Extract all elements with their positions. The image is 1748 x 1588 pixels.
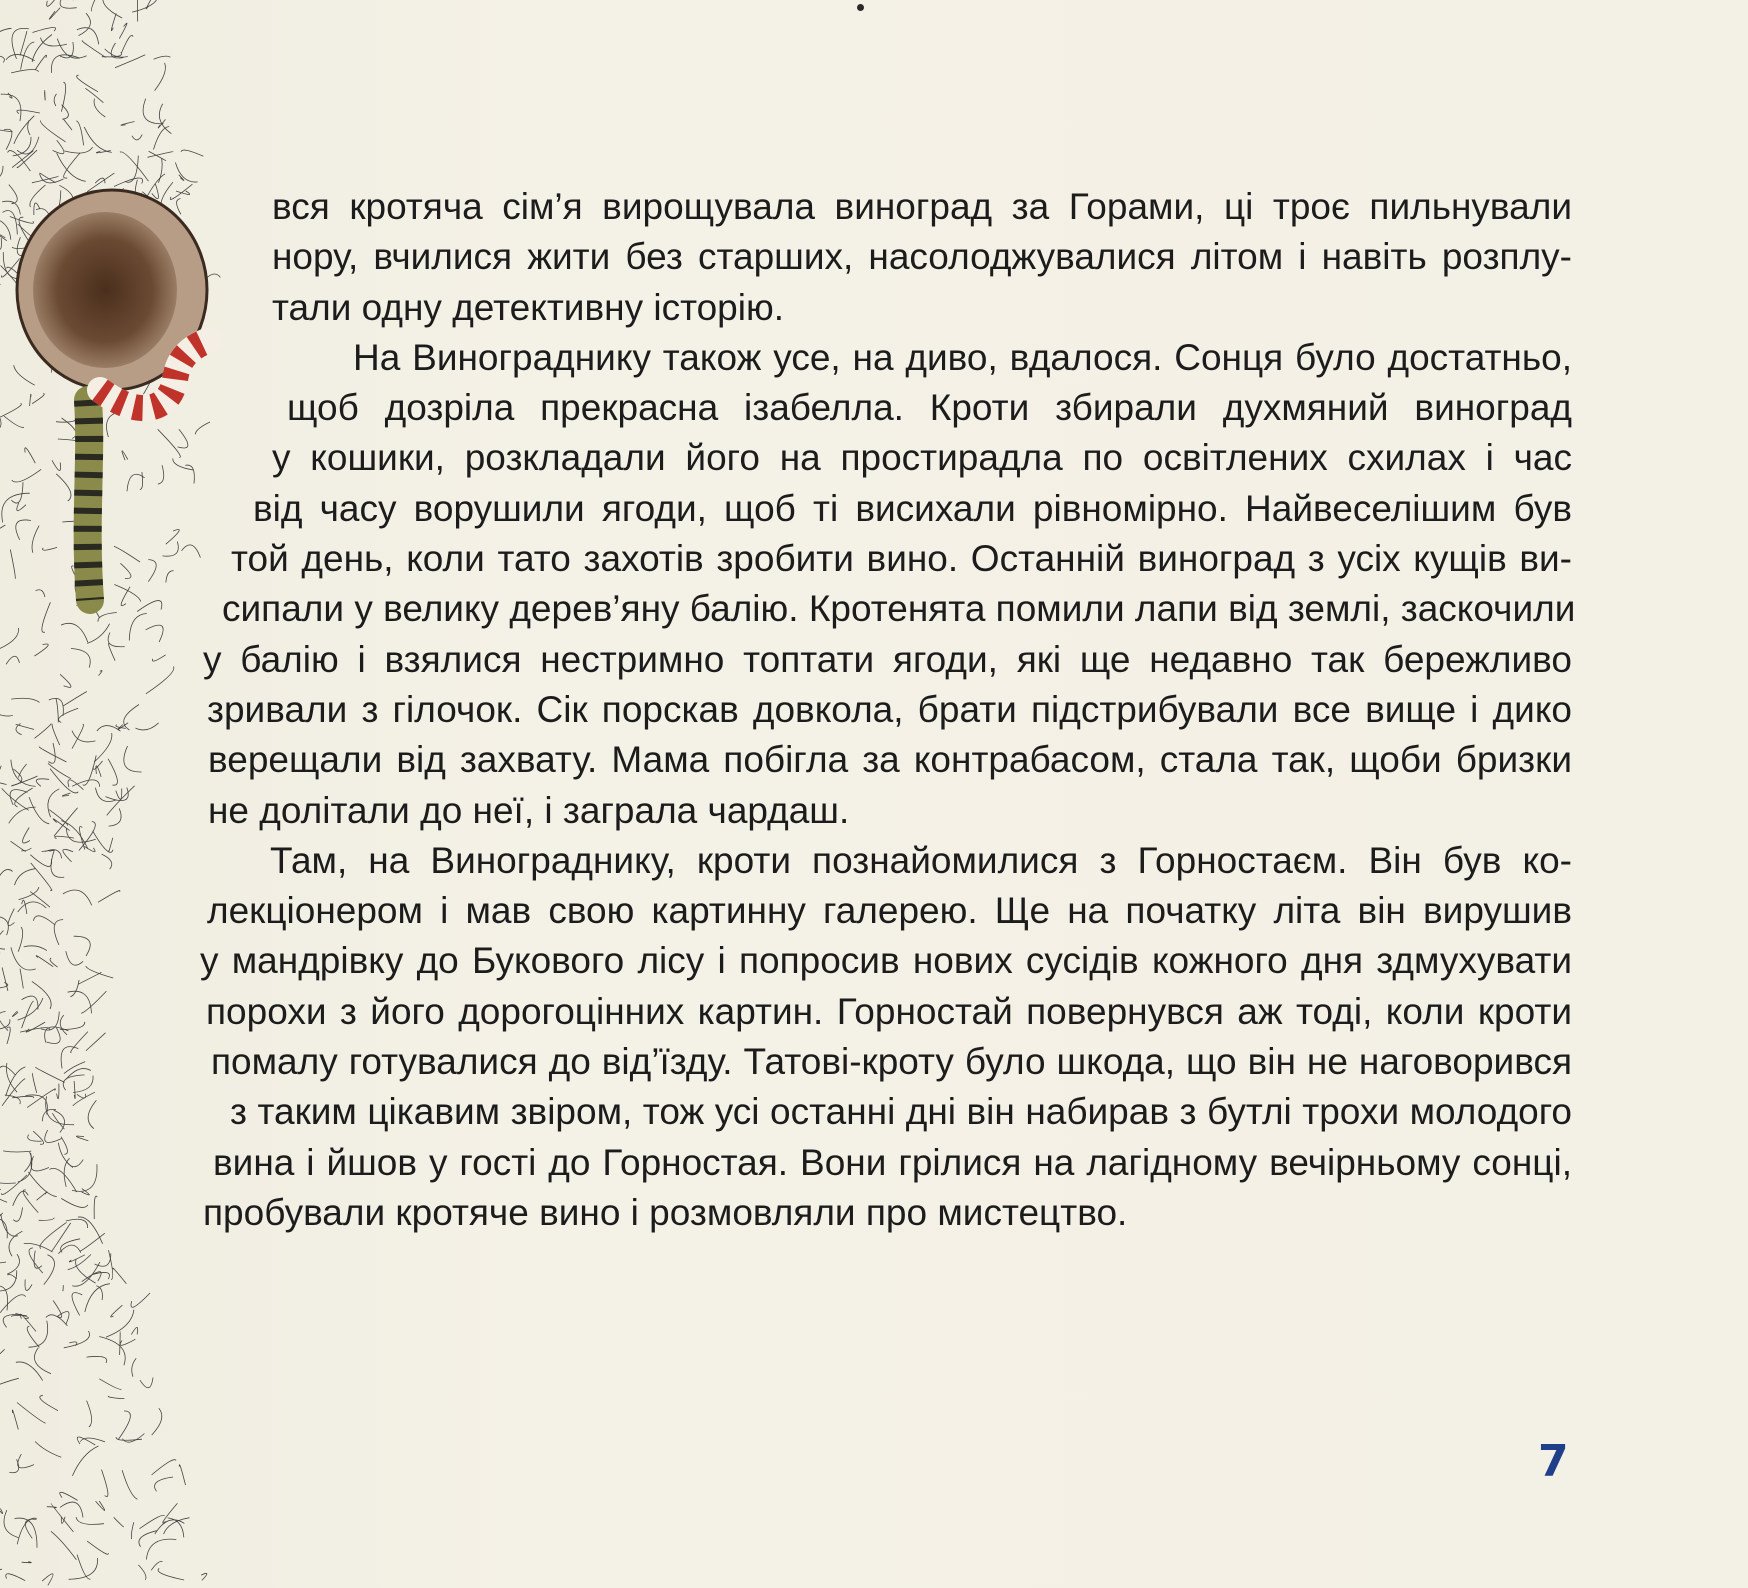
text-line: зривали з гілочок. Сік порскав довкола, брати підстрибували все вище і дико [207, 688, 1572, 730]
text-line: не долітали до неї, і заграла чардаш. [208, 789, 850, 831]
text-line: у кошики, розкладали його на простирадла по освітлених схилах і час [272, 437, 1572, 479]
text-line: щоб дозріла прекрасна ізабелла. Кроти збирали духмяний виноград [287, 387, 1572, 429]
text-line: нору, вчилися жити без старших, насолоджувалися літом і навіть розплу- [272, 236, 1572, 278]
page-number: 7 [1538, 1436, 1569, 1487]
text-line: вина і йшов у гості до Горностая. Вони грілися на лагідному вечірньому сонці, [213, 1141, 1572, 1183]
text-line: той день, коли тато захотів зробити вино. Останній виноград з усіх кущів ви- [231, 538, 1572, 580]
text-line: помалу готувалися до від’їзду. Татові-кроту було шкода, що він не наговорився [211, 1041, 1572, 1083]
ink-dot [857, 4, 864, 11]
text-line: тали одну детективну історію. [272, 286, 785, 328]
text-line: сипали у велику дерев’яну балію. Кротенята помили лапи від землі, заскочили [222, 588, 1576, 630]
text-line: з таким цікавим звіром, тож усі останні дні він набирав з бутлі трохи молодого [230, 1091, 1572, 1133]
text-line: порохи з його дорогоцінних картин. Горностай повернувся аж тоді, коли кроти [206, 990, 1572, 1032]
text-line: На Винограднику також усе, на диво, вдалося. Сонця було достатньо, [353, 336, 1572, 378]
text-line: пробували кротяче вино і розмовляли про мистецтво. [203, 1191, 1128, 1233]
text-line: Там, на Винограднику, кроти познайомилися з Горностаєм. Він був ко- [270, 839, 1572, 881]
text-line: вся кротяча сім’я вирощувала виноград за Горами, ці троє пильнували [272, 186, 1572, 227]
text-line: від часу ворушили ягоди, щоб ті висихали рівномірно. Найвеселішим був [253, 487, 1572, 529]
text-line: лекціонером і мав свою картинну галерею. Ще на початку літа він вирушив [207, 890, 1572, 932]
text-line: верещали від захвату. Мама побігла за контрабасом, стала так, щоби бризки [208, 739, 1572, 781]
story-text [200, 182, 1576, 1238]
text-line: у мандрівку до Букового лісу і попросив нових сусідів кожного дня здмухувати [200, 940, 1572, 982]
text-line: у балію і взялися нестримно топтати ягоди, які ще недавно так бережливо [203, 638, 1572, 680]
